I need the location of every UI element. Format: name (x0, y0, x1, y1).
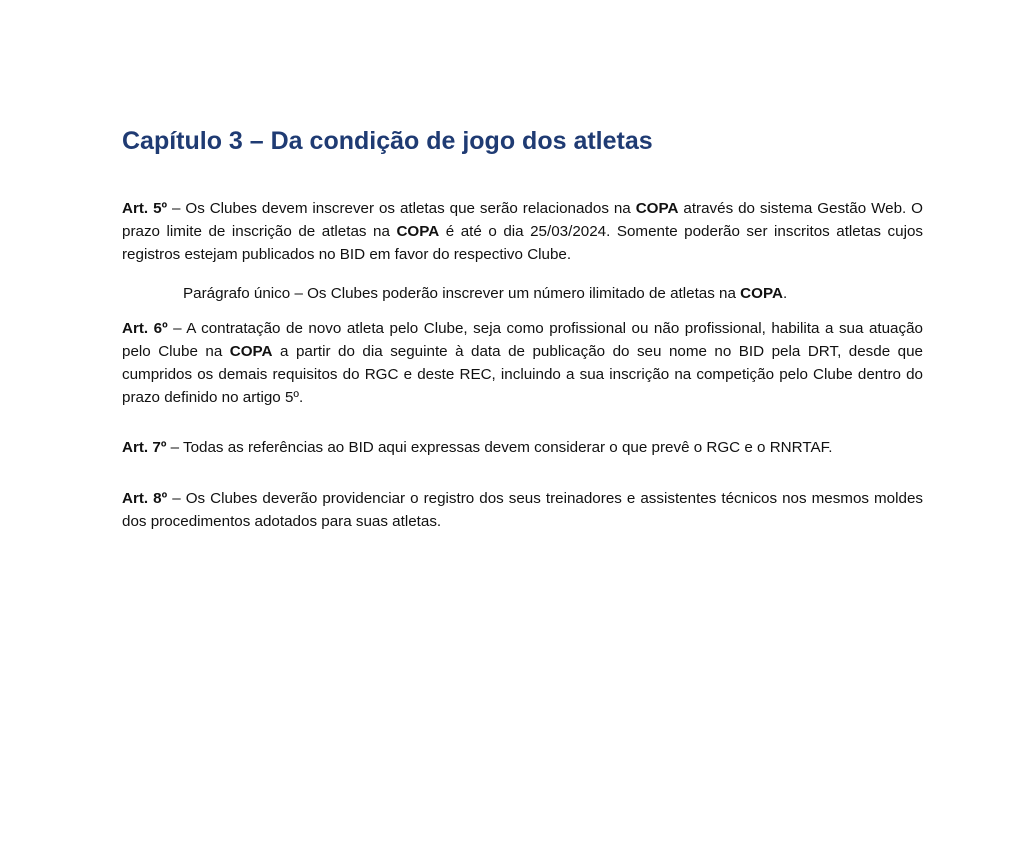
article-7 (122, 436, 923, 459)
article-5 (122, 197, 923, 266)
article-6 (122, 317, 923, 409)
article-5-copa-1: COPA (635, 200, 679, 217)
article-8 (122, 487, 923, 533)
chapter-title: Capítulo 3 – Da condição de jogo dos atletas (122, 127, 653, 155)
article-7-text-1: – Todas as referências ao BID aqui expressas devem considerar o que prevê o RGC e o RNRTAF. (166, 439, 833, 456)
article-6-text-2: a partir do dia seguinte à data de publicação do seu nome no BID pela DRT, desde que cumpridos os demais requisitos do RGC e deste REC, incluindo a sua inscrição na competição pelo Clube dentro do prazo definido no artigo 5º. (122, 343, 923, 406)
paragrafo-unico-text-2: . (782, 285, 788, 302)
article-5-text-3: é até o dia 25/03/2024. Somente poderão ser inscritos atletas cujos registros estejam publicados no BID em favor do respectivo Clube. (122, 223, 923, 263)
article-5-label: Art. 5º (122, 200, 168, 217)
article-6-text-1: – A contratação de novo atleta pelo Clube, seja como profissional ou não profissional, habilita a sua atuação pelo Clube na (122, 320, 923, 360)
article-7-label: Art. 7º (122, 439, 167, 456)
paragrafo-unico (183, 282, 923, 305)
article-5-text-1: – Os Clubes devem inscrever os atletas que serão relacionados na (167, 200, 636, 217)
article-5-text-2: através do sistema Gestão Web. O prazo limite de inscrição de atletas na (122, 200, 923, 240)
paragrafo-unico-text-1: Parágrafo único – Os Clubes poderão inscrever um número ilimitado de atletas na (183, 285, 741, 302)
article-8-text-1: – Os Clubes deverão providenciar o registro dos seus treinadores e assistentes técnicos nos mesmos moldes dos procedimentos adotados para suas atletas. (122, 490, 923, 530)
article-6-label: Art. 6º (122, 320, 168, 337)
article-5-copa-2: COPA (396, 223, 440, 240)
article-6-copa: COPA (229, 343, 273, 360)
paragrafo-unico-copa: COPA (740, 285, 783, 302)
article-8-label: Art. 8º (122, 490, 168, 507)
